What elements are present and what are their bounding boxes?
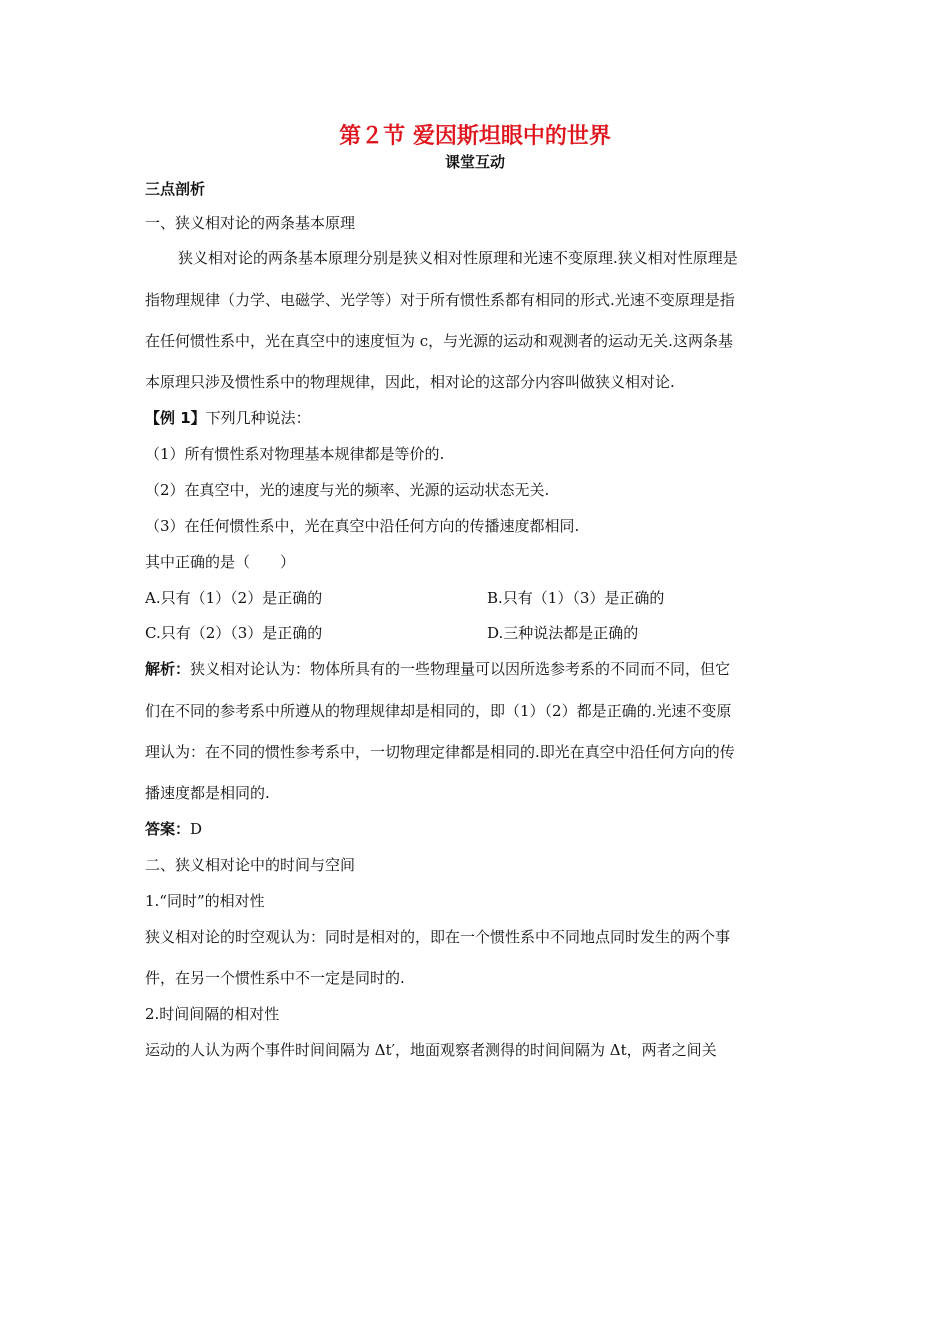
sub1-text-line: 狭义相对论的时空观认为：同时是相对的，即在一个惯性系中不同地点同时发生的两个事 — [145, 928, 731, 946]
option-a: A.只有（1）（2）是正确的 — [145, 589, 323, 607]
answer-label: 答案： — [145, 820, 191, 838]
answer-value: D — [190, 820, 203, 838]
analysis-text: 狭义相对论认为：物体所具有的一些物理量可以因所选参考系的不同而不同，但它 — [190, 660, 731, 678]
statement: （1）所有惯性系对物理基本规律都是等价的. — [145, 445, 445, 463]
analysis-line: 播速度都是相同的. — [145, 784, 270, 802]
analysis-label: 解析： — [145, 660, 191, 678]
statement: （2）在真空中，光的速度与光的频率、光源的运动状态无关. — [145, 481, 550, 499]
paragraph-line: 本原理只涉及惯性系中的物理规律，因此，相对论的这部分内容叫做狭义相对论. — [145, 373, 675, 391]
sub2-heading: 2.时间间隔的相对性 — [145, 1005, 280, 1023]
question: 其中正确的是（ ） — [145, 553, 296, 571]
analysis-line: 理认为：在不同的惯性参考系中，一切物理定律都是相同的.即光在真空中沿任何方向的传 — [145, 743, 735, 761]
option-d: D.三种说法都是正确的 — [487, 624, 639, 642]
part2-heading: 二、狭义相对论中的时间与空间 — [145, 856, 356, 874]
sub1-text-line: 件，在另一个惯性系中不一定是同时的. — [145, 969, 405, 987]
analysis-line — [145, 659, 730, 679]
page-subtitle: 课堂互动 — [444, 153, 505, 171]
statement: （3）在任何惯性系中，光在真空中沿任何方向的传播速度都相同. — [145, 517, 580, 535]
sub1-heading: 1.“同时”的相对性 — [145, 892, 265, 910]
section-heading: 三点剖析 — [145, 180, 206, 198]
example-text: 下列几种说法： — [205, 409, 311, 427]
option-b: B.只有（1）（3）是正确的 — [487, 589, 665, 607]
example-label: 【例 1】 — [145, 409, 206, 427]
paragraph-line: 指物理规律（力学、电磁学、光学等）对于所有惯性系都有相同的形式.光速不变原理是指 — [145, 291, 735, 309]
analysis-line: 们在不同的参考系中所遵从的物理规律却是相同的，即（1）（2）都是正确的.光速不变原 — [145, 702, 732, 720]
answer-line — [145, 819, 202, 839]
part1-heading: 一、狭义相对论的两条基本原理 — [145, 214, 356, 232]
option-c: C.只有（2）（3）是正确的 — [145, 624, 323, 642]
paragraph-line: 在任何惯性系中，光在真空中的速度恒为 c，与光源的运动和观测者的运动无关.这两条基 — [145, 332, 733, 350]
paragraph-line: 狭义相对论的两条基本原理分别是狭义相对性原理和光速不变原理.狭义相对性原理是 — [178, 249, 738, 267]
page-title: 第２节 爱因斯坦眼中的世界 — [339, 124, 611, 149]
example-line — [145, 408, 311, 428]
sub2-text-line: 运动的人认为两个事件时间间隔为 Δt′，地面观察者测得的时间间隔为 Δt，两者之间关 — [145, 1041, 717, 1059]
